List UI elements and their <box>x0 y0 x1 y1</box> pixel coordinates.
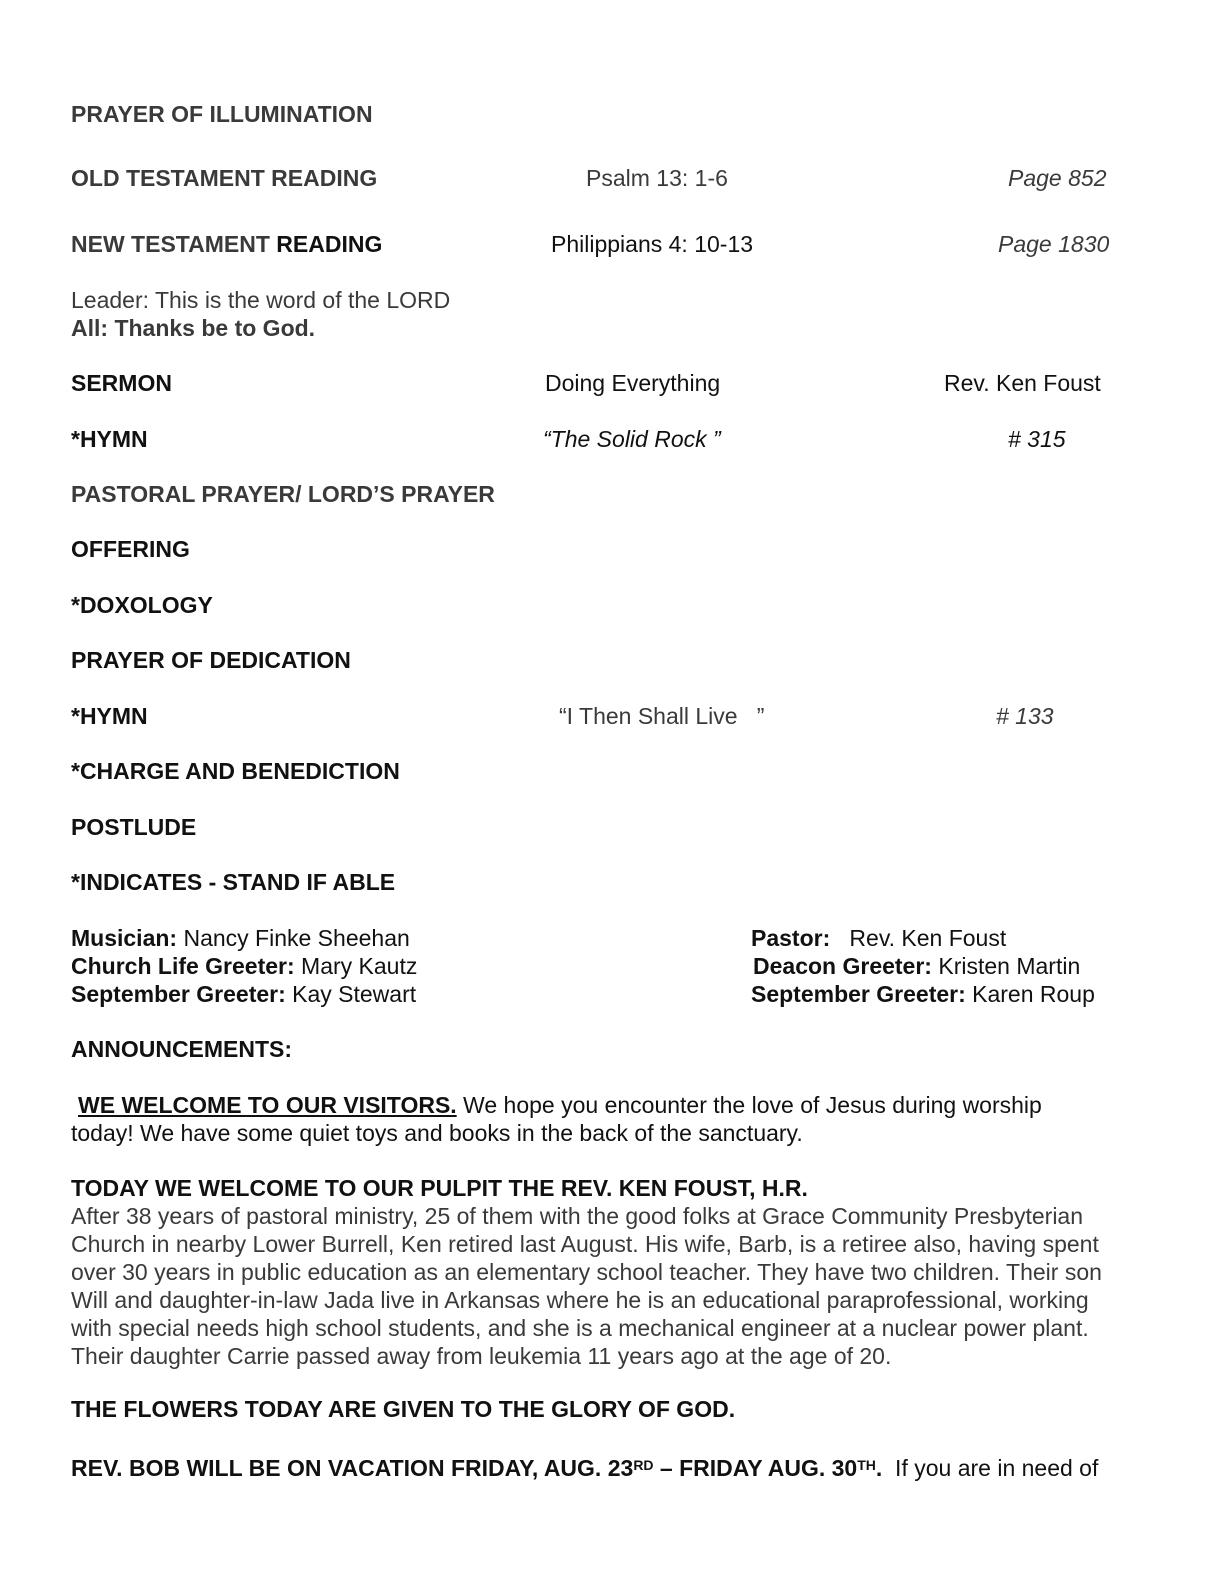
vacation-sup-2: TH <box>857 1457 876 1473</box>
nt-reading-label-part2: READING <box>276 231 383 257</box>
flowers-announcement: THE FLOWERS TODAY ARE GIVEN TO THE GLORY OF GOD. <box>71 1396 736 1422</box>
welcome-announcement <box>71 1091 1151 1147</box>
staff-role: Church Life Greeter: <box>71 953 295 979</box>
ot-reading-scripture: Psalm 13: 1-6 <box>586 165 728 191</box>
vacation-rest: If you are in need of <box>882 1455 1099 1481</box>
staff-deacon-greeter <box>753 952 1080 980</box>
doxology: *DOXOLOGY <box>71 592 213 618</box>
announcements-heading: ANNOUNCEMENTS: <box>71 1036 293 1062</box>
staff-role: September Greeter: <box>71 981 286 1007</box>
guest-bio-line: Church in nearby Lower Burrell, Ken retired last August. His wife, Barb, is a retiree also, having spent <box>71 1231 1099 1257</box>
postlude: POSTLUDE <box>71 814 197 840</box>
welcome-line-2: today! We have some quiet toys and books in the back of the sanctuary. <box>71 1120 803 1146</box>
guest-bio-line: over 30 years in public education as an elementary school teacher. They have two children. Their son <box>71 1259 1102 1285</box>
guest-title: TODAY WE WELCOME TO OUR PULPIT THE REV. KEN FOUST, H.R. <box>71 1175 808 1201</box>
guest-bio-line: After 38 years of pastoral ministry, 25 of them with the good folks at Grace Community Presbyterian <box>71 1203 1084 1229</box>
ot-reading-label: OLD TESTAMENT READING <box>71 165 378 191</box>
guest-bio-line: with special needs high school students, and she is a mechanical engineer at a nuclear power plant. <box>71 1315 1089 1341</box>
offering: OFFERING <box>71 536 190 562</box>
sermon-preacher: Rev. Ken Foust <box>944 370 1101 396</box>
staff-name: Nancy Finke Sheehan <box>177 925 410 951</box>
staff-september-greeter-left <box>71 980 416 1008</box>
vacation-part-1: REV. BOB WILL BE ON VACATION FRIDAY, AUG. 23 <box>71 1455 634 1481</box>
hymn-1-number: # 315 <box>1008 426 1066 452</box>
staff-name: Rev. Ken Foust <box>830 925 1007 951</box>
all-response: All: Thanks be to God. <box>71 315 316 341</box>
welcome-line-1 <box>71 1091 1151 1119</box>
nt-reading-scripture: Philippians 4: 10-13 <box>551 231 754 257</box>
leader-response: Leader: This is the word of the LORD <box>71 287 451 313</box>
hymn-2-title: “I Then Shall Live ” <box>559 703 765 729</box>
staff-musician <box>71 924 410 952</box>
hymn-1-title: “The Solid Rock ” <box>543 426 721 452</box>
sermon-title: Doing Everything <box>545 370 721 396</box>
guest-bio-line: Will and daughter-in-law Jada live in Arkansas where he is an educational paraprofessional, working <box>71 1287 1089 1313</box>
guest-preacher-announcement <box>71 1174 1151 1370</box>
ot-reading-page: Page 852 <box>1008 165 1107 191</box>
staff-church-life-greeter <box>71 952 417 980</box>
welcome-title: WE WELCOME TO OUR VISITORS. <box>78 1092 457 1118</box>
hymn-1-label: *HYMN <box>71 426 148 452</box>
staff-role: Pastor: <box>751 925 831 951</box>
nt-reading-label <box>71 230 382 258</box>
welcome-text: We hope you encounter the love of Jesus during worship <box>456 1092 1042 1118</box>
vacation-announcement <box>71 1451 1098 1482</box>
staff-role: Musician: <box>71 925 178 951</box>
prayer-of-dedication: PRAYER OF DEDICATION <box>71 647 351 673</box>
staff-september-greeter-right <box>751 980 1095 1008</box>
nt-reading-page: Page 1830 <box>998 231 1110 257</box>
staff-name: Karen Roup <box>965 981 1095 1007</box>
pastoral-prayer: PASTORAL PRAYER/ LORD’S PRAYER <box>71 481 495 507</box>
staff-role: September Greeter: <box>751 981 966 1007</box>
sermon-label: SERMON <box>71 370 172 396</box>
vacation-part-3: . <box>875 1455 883 1481</box>
stand-if-able-note: *INDICATES - STAND IF ABLE <box>71 869 396 895</box>
staff-name: Kristen Martin <box>931 953 1081 979</box>
nt-reading-label-part1: NEW TESTAMENT <box>71 231 277 257</box>
staff-pastor <box>751 924 1006 952</box>
staff-name: Mary Kautz <box>294 953 418 979</box>
prayer-of-illumination: PRAYER OF ILLUMINATION <box>71 101 373 127</box>
charge-and-benediction: *CHARGE AND BENEDICTION <box>71 758 400 784</box>
hymn-2-number: # 133 <box>996 703 1054 729</box>
staff-name: Kay Stewart <box>285 981 417 1007</box>
staff-role: Deacon Greeter: <box>753 953 932 979</box>
vacation-sup-1: RD <box>633 1457 654 1473</box>
vacation-part-2: – FRIDAY AUG. 30 <box>653 1455 858 1481</box>
guest-bio-line: Their daughter Carrie passed away from leukemia 11 years ago at the age of 20. <box>71 1343 892 1369</box>
hymn-2-label: *HYMN <box>71 703 148 729</box>
